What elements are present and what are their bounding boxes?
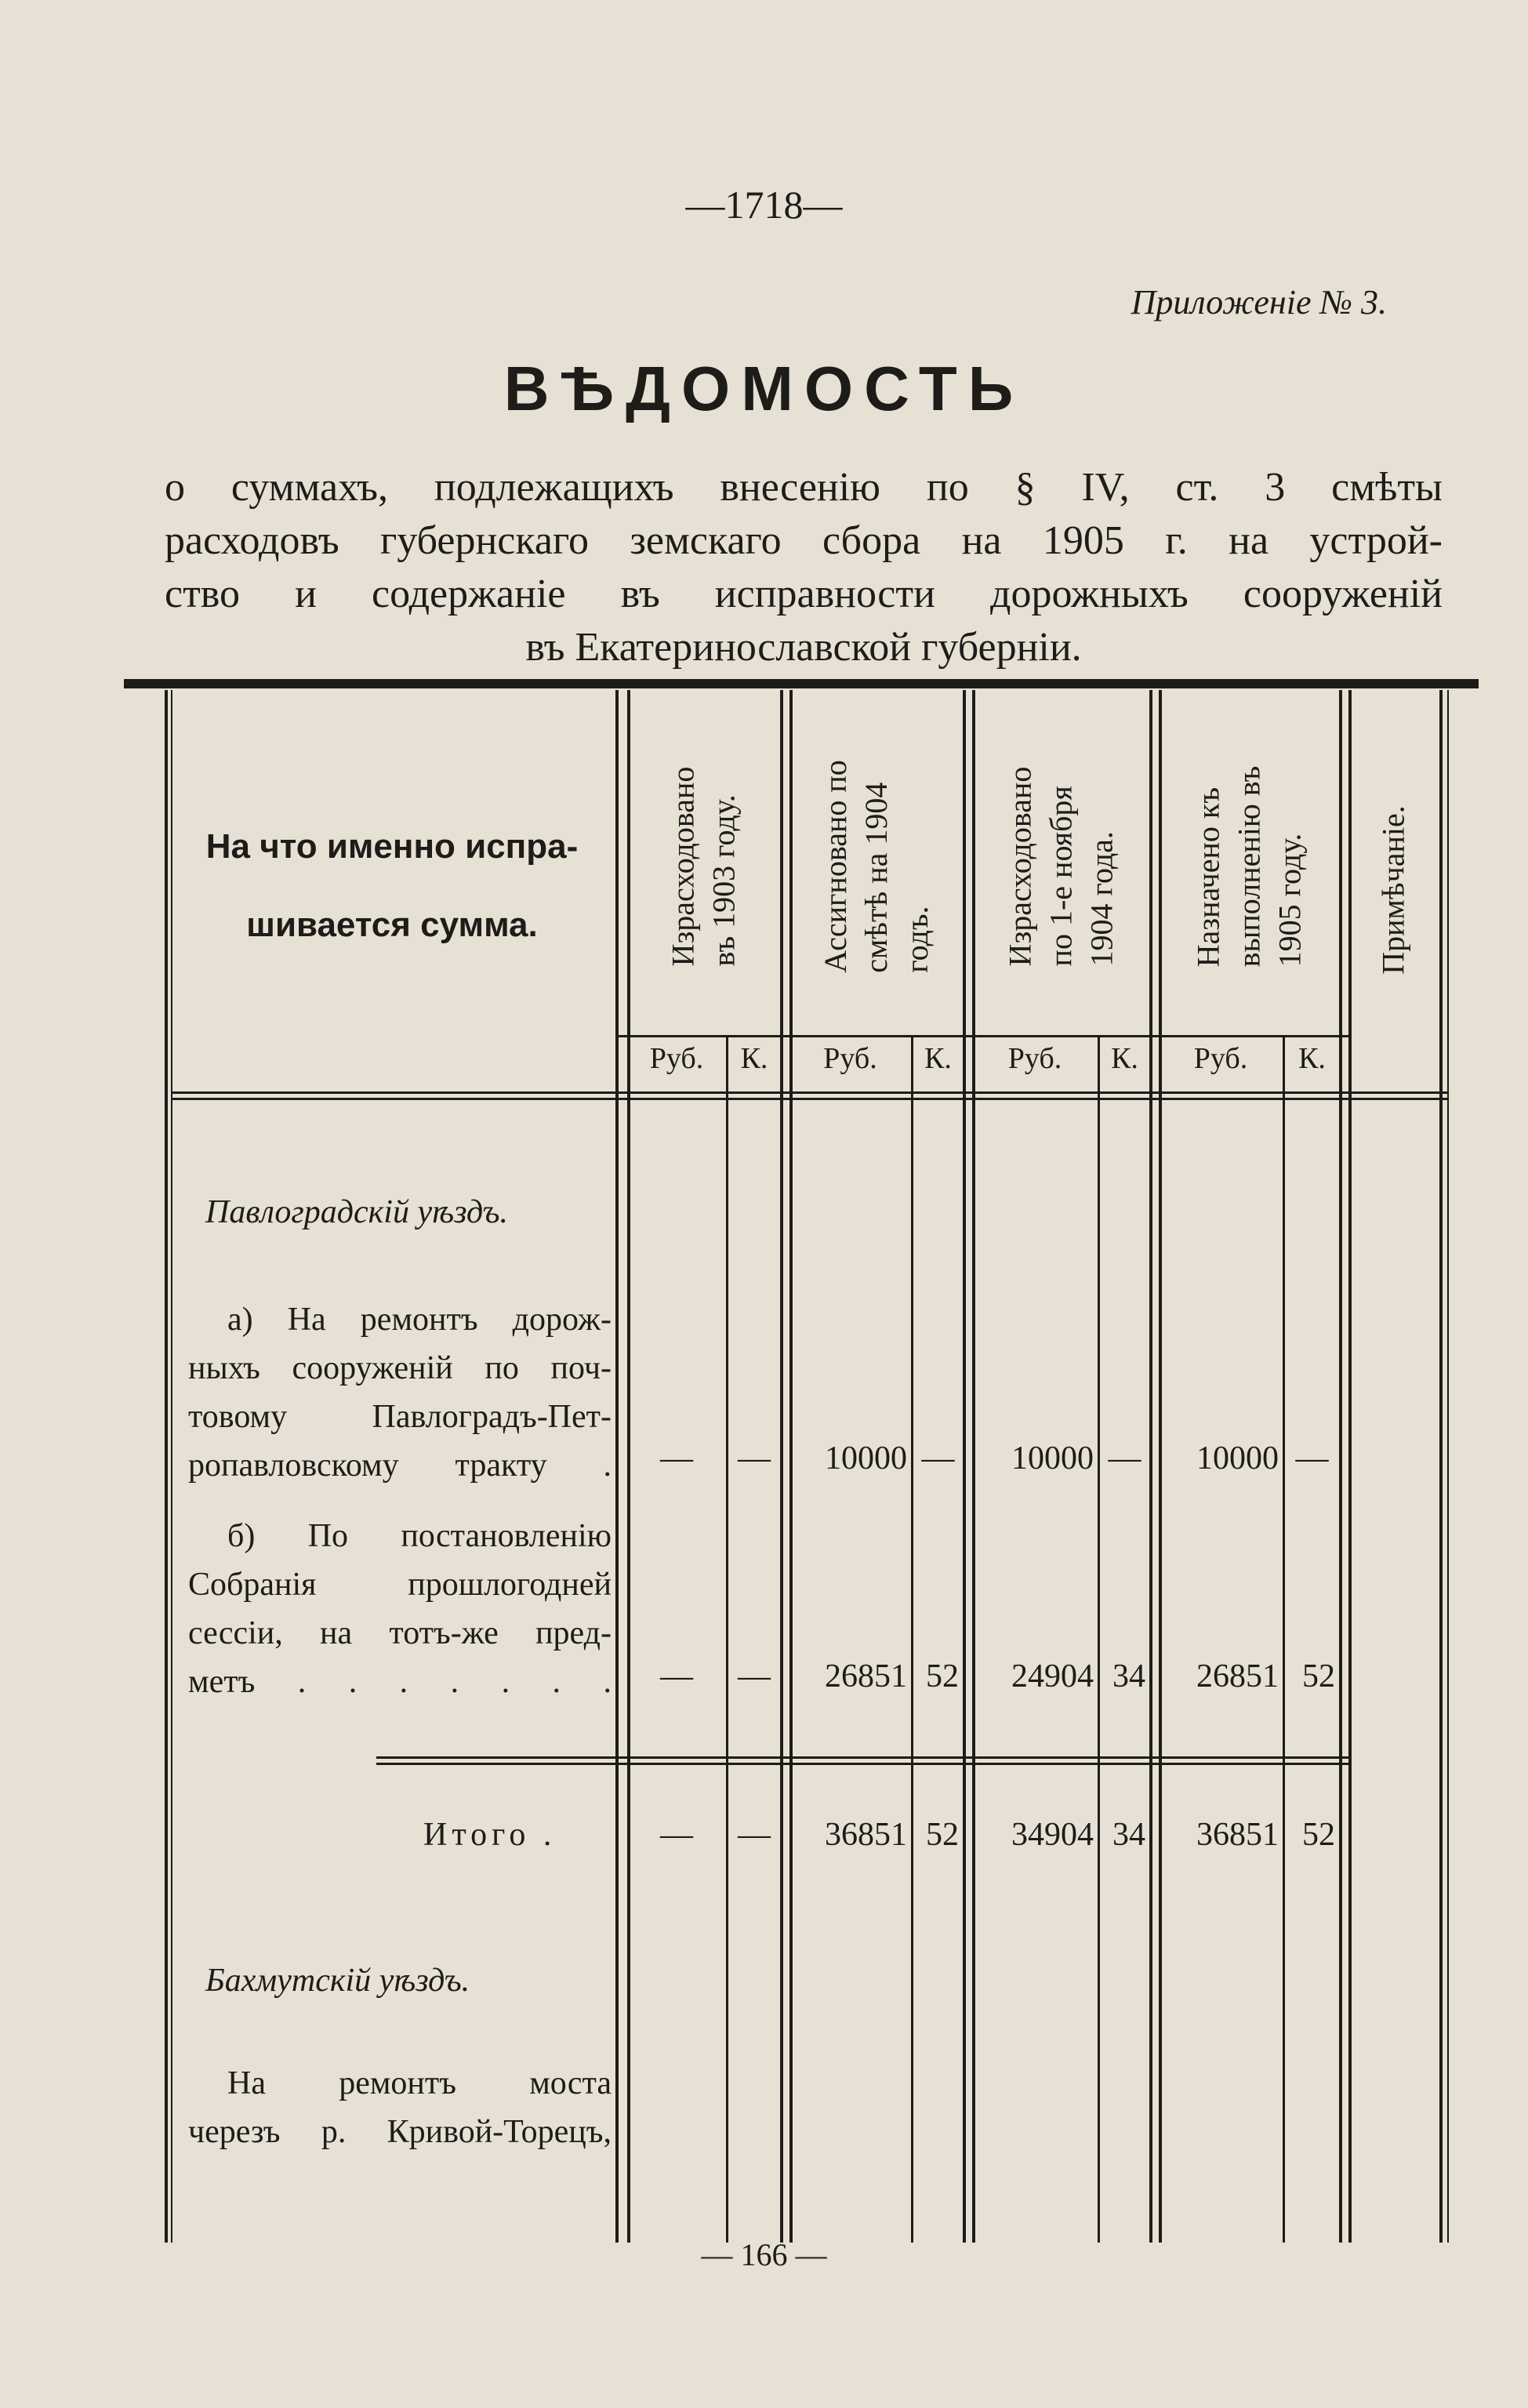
total-label: Итого . [423, 1817, 557, 1853]
table-top-rule [124, 679, 1479, 688]
unit-kop: К. [740, 1042, 768, 1075]
header-spent-1903: Израсходовано въ 1903 году. [665, 766, 742, 967]
row-b-description: б) По постановленiю Собранiя прошлогодней сессiи, на тотъ-же пред- метъ . . . . . . . [188, 1518, 612, 1700]
page-number: —1718— [685, 183, 843, 227]
unit-rub: Руб. [823, 1042, 877, 1075]
subtitle-line: ство и содержанiе въ исправности дорожныхъ сооруженiй [165, 572, 1443, 616]
document-subtitle [165, 461, 1443, 674]
subtitle-line: въ Екатеринославской губернiи. [525, 625, 1082, 670]
row-c-description: На ремонтъ моста черезъ р. Кривой-Торецъ, [188, 2065, 612, 2150]
subtitle-line: расходовъ губернскаго земскаго сбора на 1905 г. на устрой- [165, 518, 1443, 563]
appendix-label: Приложенiе № 3. [1131, 283, 1387, 321]
unit-rub: Руб. [649, 1042, 704, 1075]
header-note: Примѣчанiе. [1376, 805, 1411, 975]
header-spent-nov-1904: Израсходовано по 1-е ноября 1904 года. [1002, 766, 1119, 967]
header-assigned-1905: Назначено къ выполненiю въ 1905 году. [1190, 765, 1307, 968]
section-bakhmut: Бахмутскiй уѣздъ. [205, 1963, 470, 1999]
footer-page-number: — 166 — [701, 2237, 827, 2272]
row-a-description: а) На ремонтъ дорож- ныхъ сооруженiй по поч- товому Павлоградъ-Пет- ропавловскому тракту . [188, 1302, 612, 1484]
header-assigned-1904: Ассигновано по смѣтѣ на 1904 годъ. [817, 760, 935, 973]
unit-kop: К. [924, 1042, 952, 1075]
section-pavlograd: Павлоградскiй уѣздъ. [205, 1194, 508, 1230]
document-title: ВѢДОМОСТЬ [503, 354, 1025, 423]
subtitle-line: о суммахъ, подлежащихъ внесенiю по § IV, ст. 3 смѣты [165, 465, 1443, 510]
unit-kop: К. [1298, 1042, 1326, 1075]
unit-kop: К. [1111, 1042, 1138, 1075]
header-description: На что именно испра- шивается сумма. [205, 827, 579, 944]
unit-rub: Руб. [1193, 1042, 1248, 1075]
unit-rub: Руб. [1007, 1042, 1062, 1075]
